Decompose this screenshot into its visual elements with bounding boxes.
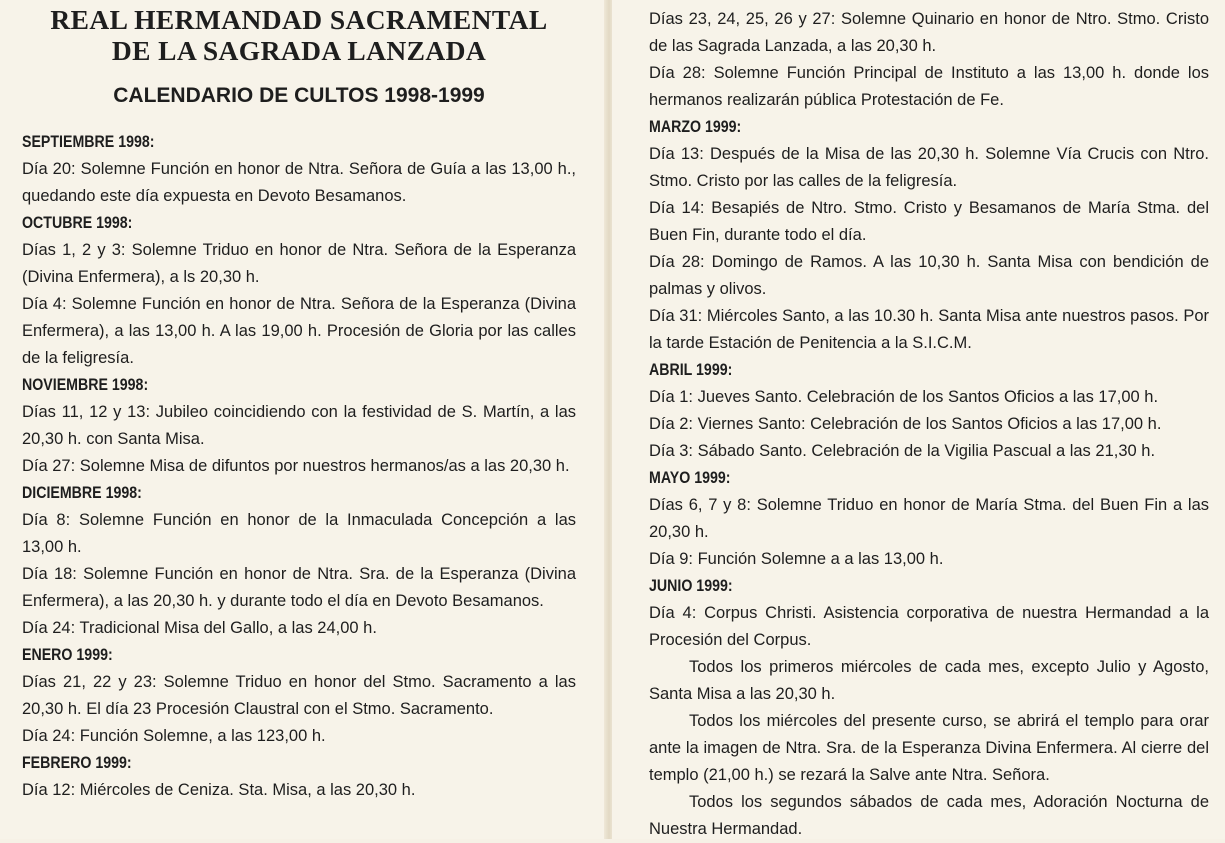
month-block [649, 573, 1209, 654]
month-block [22, 750, 576, 804]
month-block [649, 465, 1209, 573]
month-block [649, 114, 1209, 357]
list-item: Día 8: Solemne Función en honor de la Inmaculada Concepción a las 13,00 h. [22, 511, 576, 556]
list-item: Días 1, 2 y 3: Solemne Triduo en honor de Ntra. Señora de la Esperanza (Divina Enfermera), a ls 20,30 h. [22, 241, 576, 286]
list-item: Día 1: Jueves Santo. Celebración de los Santos Oficios a las 17,00 h. [649, 388, 1159, 406]
month-heading: NOVIEMBRE 1998: [22, 376, 149, 394]
list-item: Día 31: Miércoles Santo, a las 10.30 h. Santa Misa ante nuestros pasos. Por la tarde Estación de Penitencia a la S.I.C.M. [649, 307, 1209, 352]
month-heading: MARZO 1999: [649, 118, 742, 136]
list-item: Días 11, 12 y 13: Jubileo coincidiendo con la festividad de S. Martín, a las 20,30 h. con Santa Misa. [22, 403, 576, 448]
month-heading: OCTUBRE 1998: [22, 214, 133, 232]
list-item: Días 23, 24, 25, 26 y 27: Solemne Quinario en honor de Ntro. Stmo. Cristo de las Sagrada Lanzada, a las 20,30 h. [649, 10, 1209, 55]
title-line-2: DE LA SAGRADA LANZADA [111, 35, 487, 66]
note-paragraph: Todos los primeros miércoles de cada mes, excepto Julio y Agosto, Santa Misa a las 20,30 h. [649, 658, 1209, 703]
month-heading: DICIEMBRE 1998: [22, 484, 142, 502]
month-heading: JUNIO 1999: [649, 577, 733, 595]
list-item: Día 9: Función Solemne a a las 13,00 h. [649, 550, 944, 568]
list-item: Días 21, 22 y 23: Solemne Triduo en honor del Stmo. Sacramento a las 20,30 h. El día 23 Procesión Claustral con el Stmo. Sacramento. [22, 673, 576, 718]
list-item: Día 28: Domingo de Ramos. A las 10,30 h. Santa Misa con bendición de palmas y olivos. [649, 253, 1209, 298]
list-item: Día 20: Solemne Función en honor de Ntra. Señora de Guía a las 13,00 h., quedando este día expuesta en Devoto Besamanos. [22, 160, 576, 205]
list-item: Día 12: Miércoles de Ceniza. Sta. Misa, a las 20,30 h. [22, 781, 416, 799]
continued-entries [649, 6, 1209, 114]
note-paragraph: Todos los segundos sábados de cada mes, Adoración Nocturna de Nuestra Hermandad. [649, 793, 1209, 838]
subtitle: CALENDARIO DE CULTOS 1998-1999 [113, 84, 485, 107]
list-item: Día 2: Viernes Santo: Celebración de los Santos Oficios a las 17,00 h. [649, 415, 1162, 433]
title-line-1: REAL HERMANDAD SACRAMENTAL [50, 4, 548, 35]
list-item: Día 3: Sábado Santo. Celebración de la Vigilia Pascual a las 21,30 h. [649, 442, 1156, 460]
list-item: Día 18: Solemne Función en honor de Ntra. Sra. de la Esperanza (Divina Enfermera), a las 20,30 h. y durante todo el día en Devoto Besamanos. [22, 565, 576, 610]
month-block [22, 129, 576, 210]
month-block [22, 210, 576, 372]
month-block [649, 357, 1209, 465]
list-item: Días 6, 7 y 8: Solemne Triduo en honor de María Stma. del Buen Fin a las 20,30 h. [649, 496, 1209, 541]
right-page [612, 0, 1225, 839]
list-item: Día 4: Solemne Función en honor de Ntra. Señora de la Esperanza (Divina Enfermera), a las 13,00 h. A las 19,00 h. Procesión de Gloria por las calles de la feligresía. [22, 295, 576, 367]
month-heading: MAYO 1999: [649, 469, 731, 487]
month-heading: FEBRERO 1999: [22, 754, 132, 772]
notes [649, 654, 1209, 843]
list-item: Día 4: Corpus Christi. Asistencia corporativa de nuestra Hermandad a la Procesión del Corpus. [649, 604, 1209, 649]
list-item: Día 28: Solemne Función Principal de Instituto a las 13,00 h. donde los hermanos realizarán pública Protestación de Fe. [649, 64, 1209, 109]
list-item: Día 24: Función Solemne, a las 123,00 h. [22, 727, 326, 745]
month-heading: ABRIL 1999: [649, 361, 733, 379]
month-heading: ENERO 1999: [22, 646, 113, 664]
left-month-list [22, 129, 576, 804]
month-block [22, 642, 576, 750]
month-block [22, 372, 576, 480]
month-heading: SEPTIEMBRE 1998: [22, 133, 155, 151]
left-page [0, 0, 606, 839]
list-item: Día 14: Besapiés de Ntro. Stmo. Cristo y Besamanos de María Stma. del Buen Fin, durante todo el día. [649, 199, 1209, 244]
right-month-list [649, 114, 1209, 654]
list-item: Día 24: Tradicional Misa del Gallo, a las 24,00 h. [22, 619, 377, 637]
month-block [22, 480, 576, 642]
list-item: Día 13: Después de la Misa de las 20,30 h. Solemne Vía Crucis con Ntro. Stmo. Cristo por las calles de la feligresía. [649, 145, 1209, 190]
note-paragraph: Todos los miércoles del presente curso, se abrirá el templo para orar ante la imagen de Ntra. Sra. de la Esperanza Divina Enfermera. Al cierre del templo (21,00 h.) se rezará la Salve ante Ntra. Señora. [649, 712, 1209, 784]
list-item: Día 27: Solemne Misa de difuntos por nuestros hermanos/as a las 20,30 h. [22, 457, 570, 475]
